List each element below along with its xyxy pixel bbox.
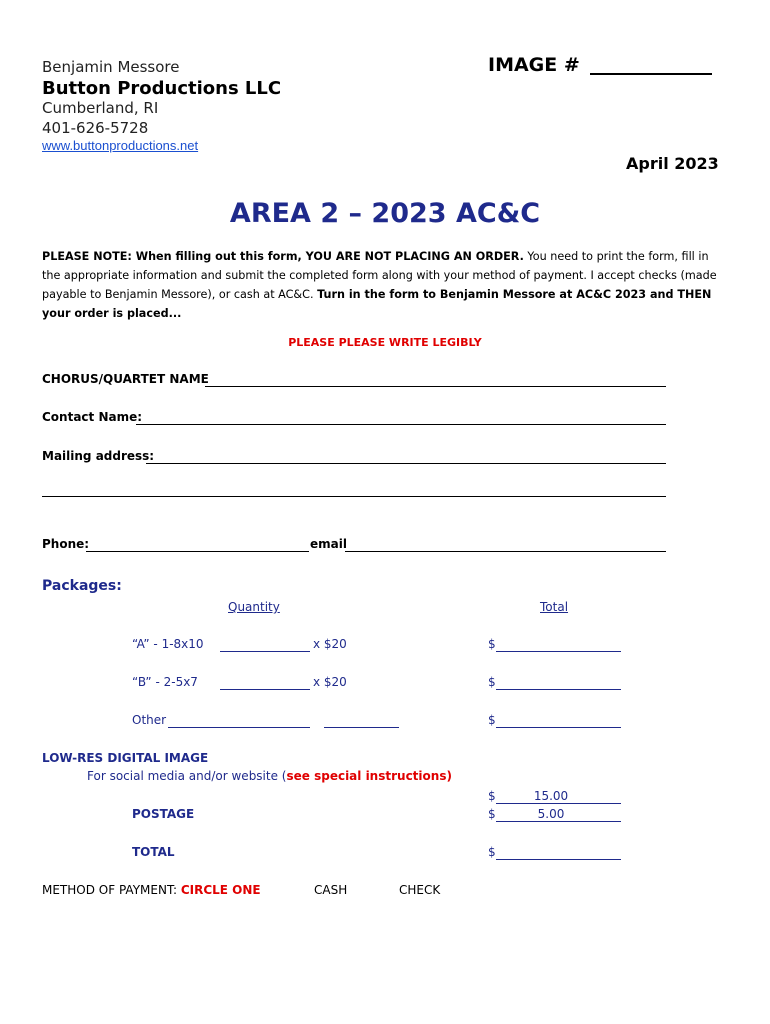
package-other-label: Other	[132, 713, 167, 727]
company-name: Button Productions LLC	[42, 78, 282, 99]
note-bold-instructions: Turn in the form to Benjamin Messore at AC&C 2023 and THEN your order is placed...	[42, 288, 712, 320]
phone-line[interactable]	[86, 551, 309, 552]
form-date: April 2023	[626, 154, 719, 173]
note-bold-intro: PLEASE NOTE: When filling out this form, YOU ARE NOT PLACING AN ORDER.	[42, 250, 524, 263]
total-label: TOTAL	[132, 845, 175, 859]
page-title: AREA 2 – 2023 AC&C	[229, 198, 541, 229]
low-res-desc-text: For social media and/or website (	[87, 769, 287, 783]
low-res-heading: LOW-RES DIGITAL IMAGE	[42, 751, 209, 765]
company-website-link[interactable]: www.buttonproductions.net	[42, 138, 199, 153]
postage-amount: 5.00	[537, 807, 565, 821]
payment-method-label	[42, 883, 261, 897]
package-a-price: x $20	[313, 637, 347, 651]
contact-name-label: Contact Name:	[42, 410, 143, 424]
mailing-address-line-2[interactable]	[42, 496, 666, 497]
postage-label: POSTAGE	[132, 807, 195, 821]
payment-cash-option[interactable]: CASH	[314, 883, 348, 897]
image-number-line	[590, 73, 712, 75]
package-a-label: “A” - 1-8x10	[132, 637, 204, 651]
low-res-amount: 15.00	[533, 789, 569, 803]
write-legibly-notice: PLEASE PLEASE WRITE LEGIBLY	[288, 336, 482, 349]
package-other-quantity-line[interactable]	[324, 727, 399, 728]
email-line[interactable]	[345, 551, 666, 552]
phone-label: Phone:	[42, 537, 90, 551]
package-other-total-line[interactable]	[496, 727, 621, 728]
postage-dollar: $	[488, 807, 496, 821]
payment-check-option[interactable]: CHECK	[399, 883, 441, 897]
package-a-total-line[interactable]	[496, 651, 621, 652]
mailing-address-label: Mailing address:	[42, 449, 155, 463]
chorus-name-label: CHORUS/QUARTET NAME	[42, 372, 209, 386]
mailing-address-line[interactable]	[146, 463, 666, 464]
company-location: Cumberland, RI	[42, 99, 159, 117]
low-res-dollar: $	[488, 789, 496, 803]
payment-method-text: METHOD OF PAYMENT:	[42, 883, 181, 897]
contact-name: Benjamin Messore	[42, 58, 180, 76]
total-amount-line[interactable]	[496, 859, 621, 860]
package-b-total-line[interactable]	[496, 689, 621, 690]
package-a-dollar: $	[488, 637, 496, 651]
contact-name-line[interactable]	[136, 424, 666, 425]
package-b-label: “B” - 2-5x7	[132, 675, 198, 689]
please-note-paragraph	[42, 247, 722, 323]
note-body: You need to print the form, fill in the appropriate information and submit the completed form along with your method of payment. I accept checks (made payable to Benjamin Messore), or cash at AC&C.	[42, 250, 717, 301]
circle-one-text: CIRCLE ONE	[180, 883, 261, 897]
chorus-name-line[interactable]	[205, 386, 666, 387]
total-column-header: Total	[540, 600, 569, 614]
low-res-amount-line	[496, 803, 621, 804]
package-b-price: x $20	[313, 675, 347, 689]
package-other-dollar: $	[488, 713, 496, 727]
package-b-dollar: $	[488, 675, 496, 689]
package-b-quantity-line[interactable]	[220, 689, 310, 690]
package-other-description-line[interactable]	[168, 727, 310, 728]
package-a-quantity-line[interactable]	[220, 651, 310, 652]
total-dollar: $	[488, 845, 496, 859]
company-phone: 401-626-5728	[42, 119, 149, 137]
postage-amount-line	[496, 821, 621, 822]
low-res-description	[87, 769, 452, 783]
image-number-label: IMAGE #	[488, 54, 580, 76]
special-instructions-text: see special instructions)	[286, 769, 452, 783]
email-label: email	[310, 537, 347, 551]
packages-heading: Packages:	[42, 578, 122, 594]
quantity-column-header: Quantity	[228, 600, 280, 614]
